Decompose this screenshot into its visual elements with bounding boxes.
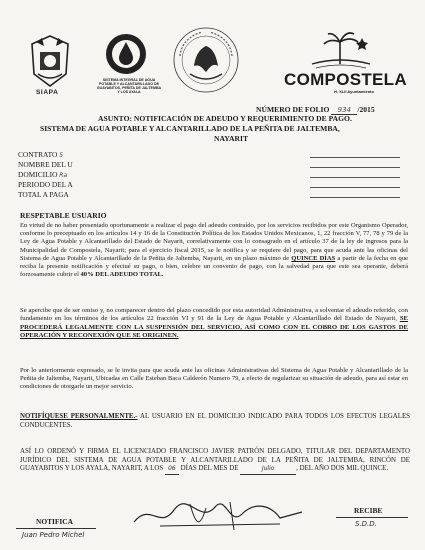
periodo-field bbox=[18, 180, 84, 189]
nombre-field bbox=[18, 160, 84, 169]
total-label: TOTAL A PAGA bbox=[18, 190, 69, 199]
p1-porcentaje: 40% DEL ADEUDO TOTAL. bbox=[80, 271, 164, 279]
paragraph-requerimiento bbox=[20, 222, 408, 279]
notifica-signature: Juan Pedro Michel bbox=[22, 531, 85, 539]
field-rule bbox=[310, 187, 400, 188]
folio-year: /2015 bbox=[357, 105, 375, 114]
contrato-label: CONTRATO bbox=[18, 150, 58, 159]
sistema-line: SISTEMA DE AGUA POTABLE Y ALCANTARILLADO DE LA PEÑITA DE JALTEMBA, bbox=[40, 124, 340, 133]
contrato-value: 5 bbox=[59, 152, 63, 159]
domicilio-field bbox=[18, 170, 84, 179]
field-rule bbox=[310, 197, 400, 198]
paragraph-apercibimiento bbox=[20, 307, 408, 341]
national-seal-icon bbox=[172, 26, 240, 94]
closing-month: Julio bbox=[240, 465, 296, 475]
notifiquese-label: NOTIFÍQUESE PERSONALMENTE.- bbox=[20, 413, 138, 420]
siapa-label: SIAPA bbox=[36, 89, 59, 96]
contrato-field bbox=[18, 150, 84, 159]
paragraph-notifiquese bbox=[20, 413, 410, 430]
compostela-subtitle: H. XLII Ayuntamiento bbox=[334, 89, 374, 94]
signature-scribble bbox=[130, 496, 306, 536]
closing-year: , DEL AÑO DOS MIL QUINCE. bbox=[296, 465, 389, 473]
siapa-logo bbox=[26, 34, 74, 88]
field-rule bbox=[310, 177, 400, 178]
agua-logo bbox=[104, 32, 148, 76]
paragraph-invitacion: Por lo anteriormente expresado, se le invita para que acuda ante las oficinas Administrativas del Sistema de Agua Potable y Alcantarillado de la Peñita de Jaltemba, Nayarit, Ubicadas en Calle Esteban Baca Calderón Numero 79, a efecto de regularizar su situación de adeudo, para así estar en condiciones de otorgarle un mejor servicio. bbox=[20, 367, 408, 391]
compostela-logo bbox=[300, 28, 380, 74]
notifica-signature-line bbox=[16, 528, 96, 529]
nombre-label: NOMBRE DEL U bbox=[18, 160, 73, 169]
periodo-label: PERIODO DEL A bbox=[18, 180, 73, 189]
paragraph-firma bbox=[20, 448, 410, 475]
field-rule bbox=[310, 167, 400, 168]
recibe-signature-line bbox=[336, 517, 408, 518]
compostela-wordmark: COMPOSTELA bbox=[284, 70, 407, 89]
closing-text: ASÍ LO ORDENÓ Y FIRMA EL LICENCIADO FRANCISCO JAVIER PATRÓN DELGADO, TITULAR DEL DEPARTAMENTO JURÍDICO DEL SISTEMA DE AGUA POTABLE Y ALCANTARILLADO DE LA PEÑITA DE JALTEMBA, RINCÓN DE GUAYABITOS Y LOS AYALA, NAYARIT, A LOS bbox=[20, 448, 410, 473]
folio-label: NÚMERO DE FOLIO bbox=[256, 105, 330, 114]
domicilio-label: DOMICILIO bbox=[18, 170, 58, 179]
closing-text-mes: DÍAS DEL MES DE bbox=[180, 465, 239, 473]
p2-suspension: SE PROCEDERÁ LEGALMENTE CON LA SUSPENSIÓN DEL SERVICIO, ASÍ COMO CON EL COBRO DE LOS GASTOS DE OPERACIÓN Y RECONEXIÓN QUE SE ORIGINEN. bbox=[20, 315, 408, 340]
p1-text: En virtud de no haber presentado oportunamente a realizar el pago del adeudo contraído, por los servicios recibidos por este Organismo Operador, conforme lo preceptuado en los artículos 14 y 16 de la Constitución Política de los Estados Unidos Mexicanos, 1, 22 fracción V, 77, 78 y 79 de la Ley de Agua Potable y Alcantarillado del Estado de Nayarit, correlativamente con lo consagrado en el artículo 37 de la ley de ingresos para la Municipalidad de Compostela, Nayarit; para el ejercicio fiscal 2015, se le notifica y se requiere del pago, para que acuda ante las oficinas del Sistema de Agua Potable y Alcantarillado de la Peñita de Jaltemba, Nayarit, en un plazo máximo de bbox=[20, 222, 408, 262]
agua-caption: SISTEMA INTEGRAL DE AGUA POTABLE Y ALCANTARILLADO DE GUAYABITOS, PEÑITA DE JALTEMBA Y LOS AYALA bbox=[96, 78, 162, 94]
field-rule bbox=[310, 157, 400, 158]
p1-plazo: QUINCE DÍAS bbox=[291, 254, 336, 262]
domicilio-value: Ra bbox=[59, 172, 68, 179]
folio-number: 934 bbox=[331, 106, 357, 115]
closing-day: 06 bbox=[165, 465, 179, 475]
notifica-label: NOTIFICA bbox=[36, 517, 73, 526]
recibe-signature: S.D.D. bbox=[355, 520, 377, 528]
p2-text: Se apercibe que de ser omiso y, no comparecer dentro del plazo concedido por esta autoridad Administrativa, a solventar el adeudo referido, con fundamento en los términos de los artículos 22 fracción VI y 91 de la Ley de Agua Potable y Alcantarillado del Estado de Nayarit, bbox=[20, 307, 408, 323]
total-field bbox=[18, 190, 84, 199]
notifiquese-text: AL USUARIO EN EL DOMICILIO INDICADO PARA TODOS LOS EFECTOS LEGALES CONDUCENTES. bbox=[20, 413, 411, 429]
p1-text-cont: a partir de la fecha en que reciba la presente notificación y efectué su pago, o bien, celebre un convenio de pago, con la salvedad para que este sea operante, deberá forzosamente cubrir el bbox=[20, 254, 408, 279]
asunto-line: ASUNTO: NOTIFICACIÓN DE ADEUDO Y REQUERIMIENTO DE PAGO. bbox=[98, 114, 352, 123]
nayarit-line: NAYARIT bbox=[214, 134, 249, 143]
greeting: RESPETABLE USUARIO bbox=[20, 211, 107, 220]
recibe-label: RECIBE bbox=[354, 506, 383, 515]
